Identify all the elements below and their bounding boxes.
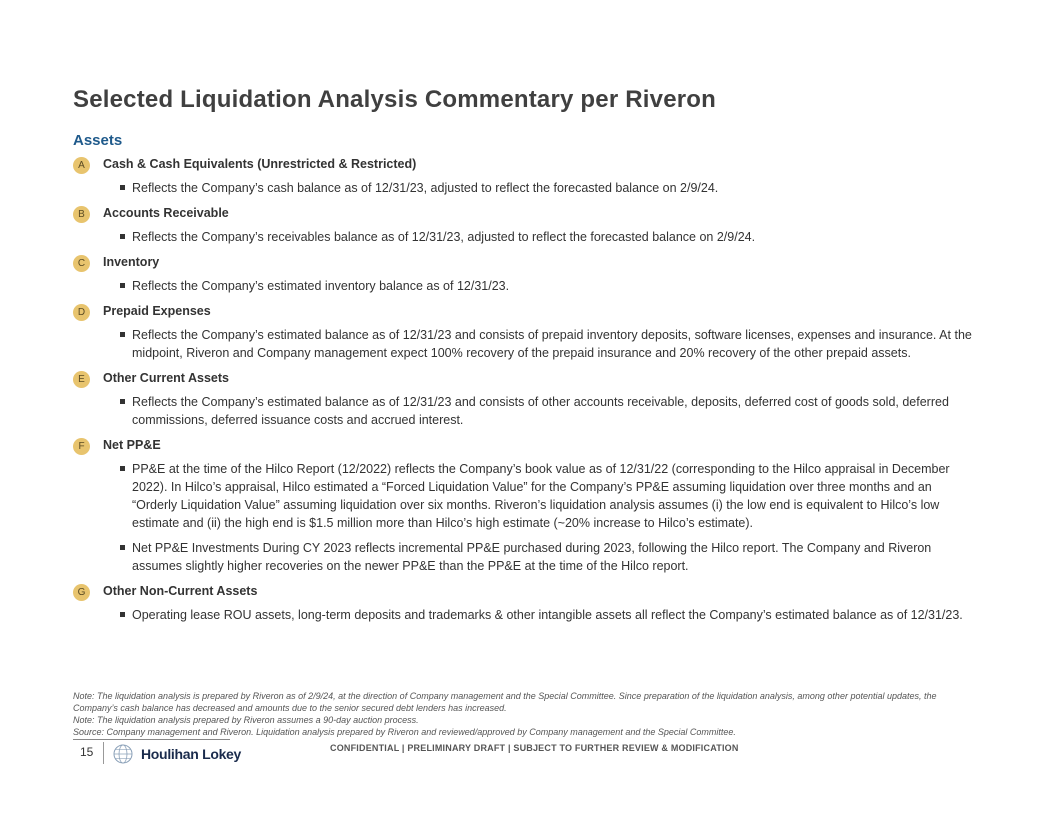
item-heading: Other Non-Current Assets (103, 584, 258, 598)
footnote: Note: The liquidation analysis prepared by Riveron assumes a 90-day auction process. (73, 715, 419, 725)
bullet-text: Reflects the Company’s estimated balance as of 12/31/23 and consists of other accounts receivable, deposits, deferred cost of goods sold, deferred commissions, deferred issuance costs and accrued interest. (132, 393, 973, 429)
confidential-notice: CONFIDENTIAL | PRELIMINARY DRAFT | SUBJECT TO FURTHER REVIEW & MODIFICATION (330, 743, 739, 753)
letter-badge: D (73, 304, 90, 321)
globe-logo-icon (113, 744, 133, 764)
list-item (73, 204, 973, 246)
footer-rule (73, 739, 230, 740)
bullet-text: PP&E at the time of the Hilco Report (12/2022) reflects the Company’s book value as of 12/31/22 (corresponding to the Hilco appraisal in December 2022). In Hilco’s appraisal, Hilco estimated a “Forced Liquidation Value” for the Company’s PP&E assuming liquidation over three months and an “Orderly Liquidation Value” assuming liquidation over six months. Riveron’s liquidation analysis assumes (i) the low end is equivalent to Hilco’s low estimate and (ii) the high end is $1.5 million more than Hilco’s high estimate (~20% increase to Hilco’s estimate). (132, 460, 973, 532)
item-heading: Inventory (103, 255, 160, 269)
page-title: Selected Liquidation Analysis Commentary per Riveron (73, 86, 717, 113)
assets-list (73, 155, 973, 631)
list-item (73, 253, 973, 295)
company-logo (113, 744, 241, 764)
letter-badge: A (73, 157, 90, 174)
section-title: Assets (73, 132, 123, 149)
footnote: Source: Company management and Riveron. Liquidation analysis prepared by Riveron and reviewed/approved by Company management and the Special Committee. (73, 727, 736, 737)
letter-badge: G (73, 584, 90, 601)
footnote: Note: The liquidation analysis is prepared by Riveron as of 2/9/24, at the direction of Company management and the Special Committee. Since preparation of the liquidation analysis, among other potential updates, the Company’s cash balance has decreased and amounts due to the senior secured debt lenders has increased. (73, 691, 937, 713)
bullet-text: Reflects the Company’s estimated balance as of 12/31/23 and consists of prepaid inventory deposits, software licenses, expenses and insurance. At the midpoint, Riveron and Company management expect 100% recovery of the prepaid insurance and 20% recovery of the other prepaid assets. (132, 328, 972, 360)
item-heading: Cash & Cash Equivalents (Unrestricted & Restricted) (103, 157, 417, 171)
letter-badge: B (73, 206, 90, 223)
bullet-text: Net PP&E Investments During CY 2023 reflects incremental PP&E purchased during 2023, following the Hilco report. The Company and Riveron assumes slightly higher recoveries on the newer PP&E than the PP&E at the time of the Hilco report. (132, 539, 973, 575)
footer-divider (103, 742, 104, 764)
letter-badge: F (73, 438, 90, 455)
page-number: 15 (80, 745, 94, 759)
list-item (73, 155, 973, 197)
item-heading: Accounts Receivable (103, 206, 229, 220)
bullet-text: Reflects the Company’s cash balance as of 12/31/23, adjusted to reflect the forecasted balance on 2/9/24. (132, 179, 973, 197)
list-item (73, 436, 973, 575)
letter-badge: E (73, 371, 90, 388)
item-heading: Net PP&E (103, 438, 161, 452)
list-item (73, 302, 973, 362)
bullet-text: Operating lease ROU assets, long-term deposits and trademarks & other intangible assets all reflect the Company’s estimated balance as of 12/31/23. (132, 606, 973, 624)
item-heading: Prepaid Expenses (103, 304, 211, 318)
list-item (73, 582, 973, 624)
bullet-text: Reflects the Company’s estimated inventory balance as of 12/31/23. (132, 277, 973, 295)
letter-badge: C (73, 255, 90, 272)
logo-text: Houlihan Lokey (141, 746, 242, 762)
item-heading: Other Current Assets (103, 371, 229, 385)
bullet-text: Reflects the Company’s receivables balance as of 12/31/23, adjusted to reflect the forecasted balance on 2/9/24. (132, 228, 973, 246)
footnotes (73, 690, 953, 738)
list-item (73, 369, 973, 429)
